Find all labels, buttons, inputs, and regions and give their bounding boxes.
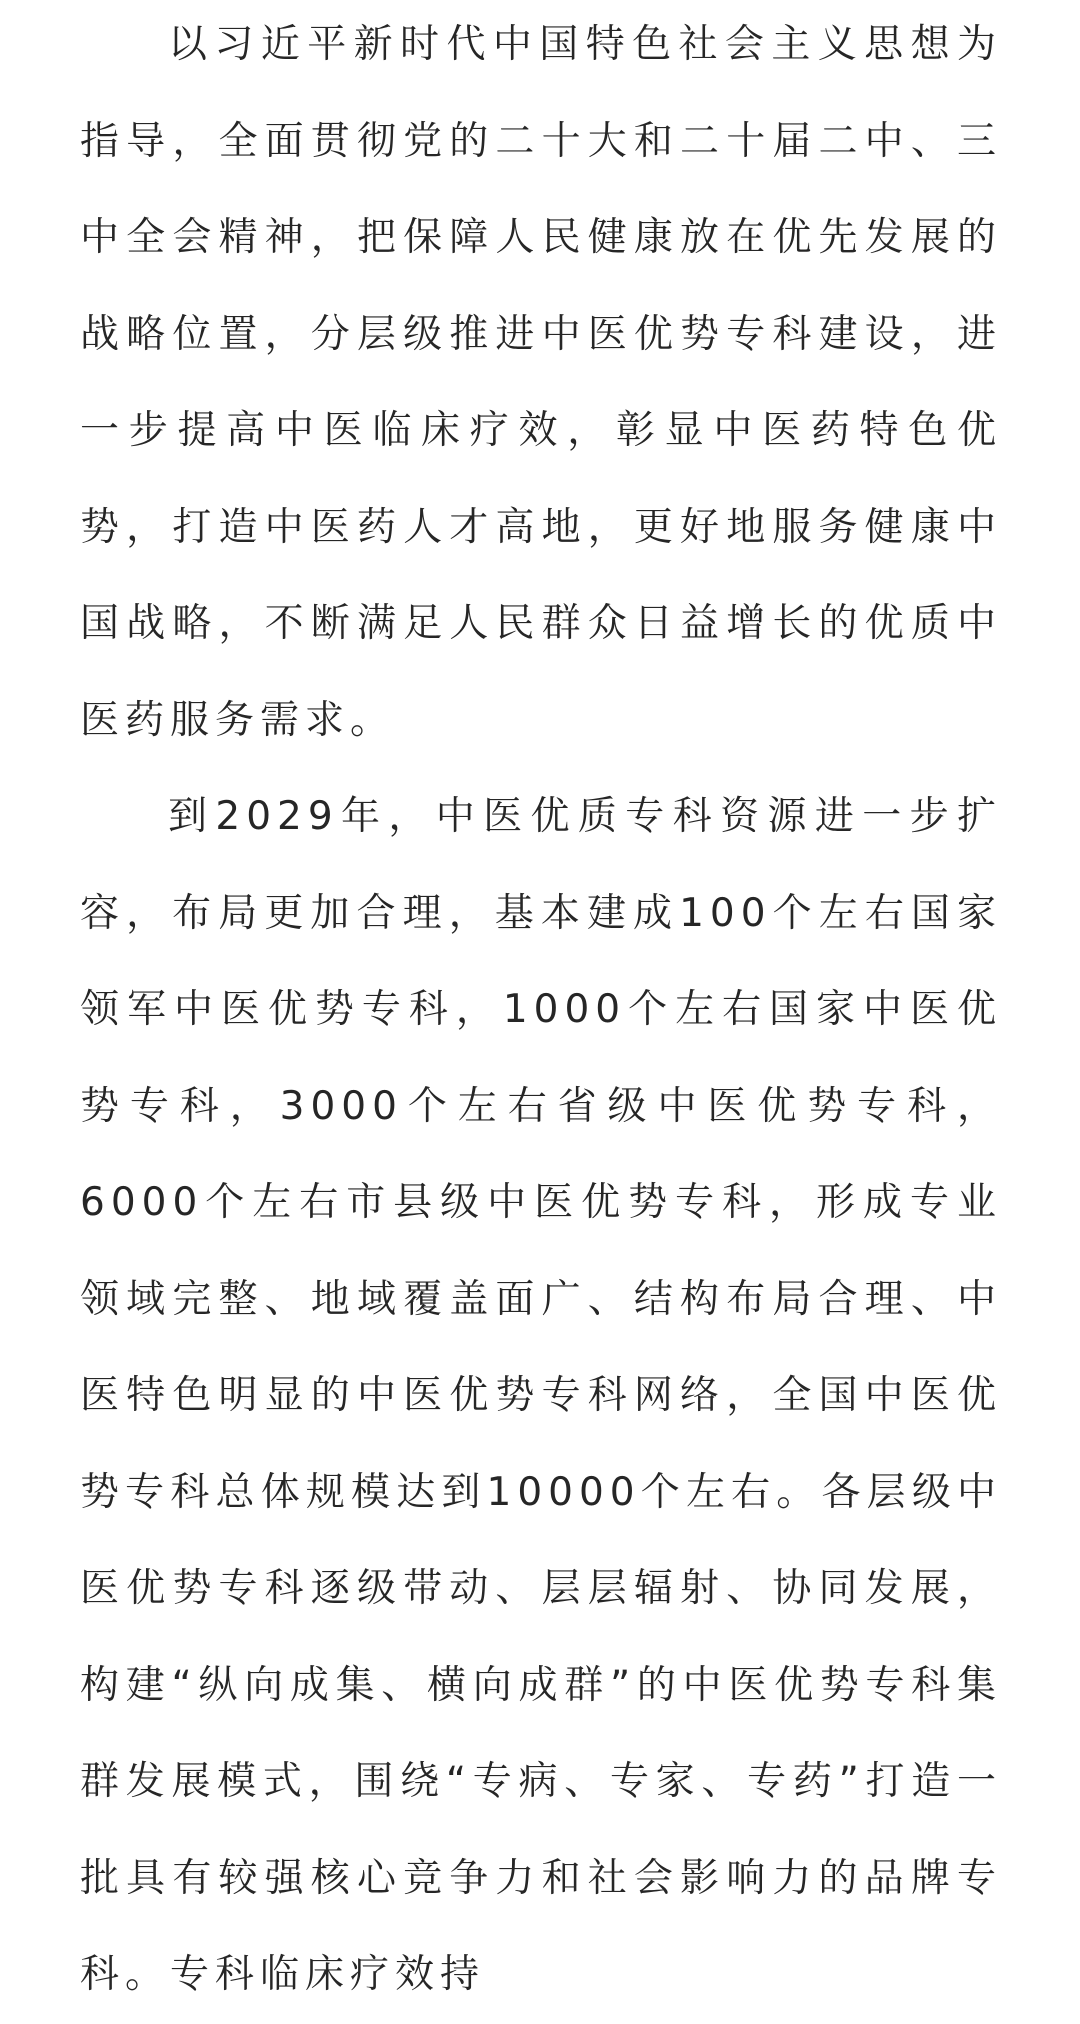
article-paragraph-2029-targets: 到2029年，中医优质专科资源进一步扩容，布局更加合理，基本建成100个左右国家领军中医优势专科，1000个左右国家中医优势专科，3000个左右省级中医优势专科，6000个左右市县级中医优势专科，形成专业领域完整、地域覆盖面广、结构布局合理、中医特色明显的中医优势专科网络，全国中医优势专科总体规模达到10000个左右。各层级中医优势专科逐级带动、层层辐射、协同发展，构建“纵向成集、横向成群”的中医优势专科集群发展模式，围绕“专病、专家、专药”打造一批具有较强核心竞争力和社会影响力的品牌专科。专科临床疗效持 <box>80 794 1002 1997</box>
article-paragraph-guiding-ideology: 以习近平新时代中国特色社会主义思想为指导，全面贯彻党的二十大和二十届二中、三中全会精神，把保障人民健康放在优先发展的战略位置，分层级推进中医优势专科建设，进一步提高中医临床疗效，彰显中医药特色优势，打造中医药人才高地，更好地服务健康中国战略，不断满足人民群众日益增长的优质中医药服务需求。 <box>80 22 1002 743</box>
article-body <box>80 0 1002 2024</box>
